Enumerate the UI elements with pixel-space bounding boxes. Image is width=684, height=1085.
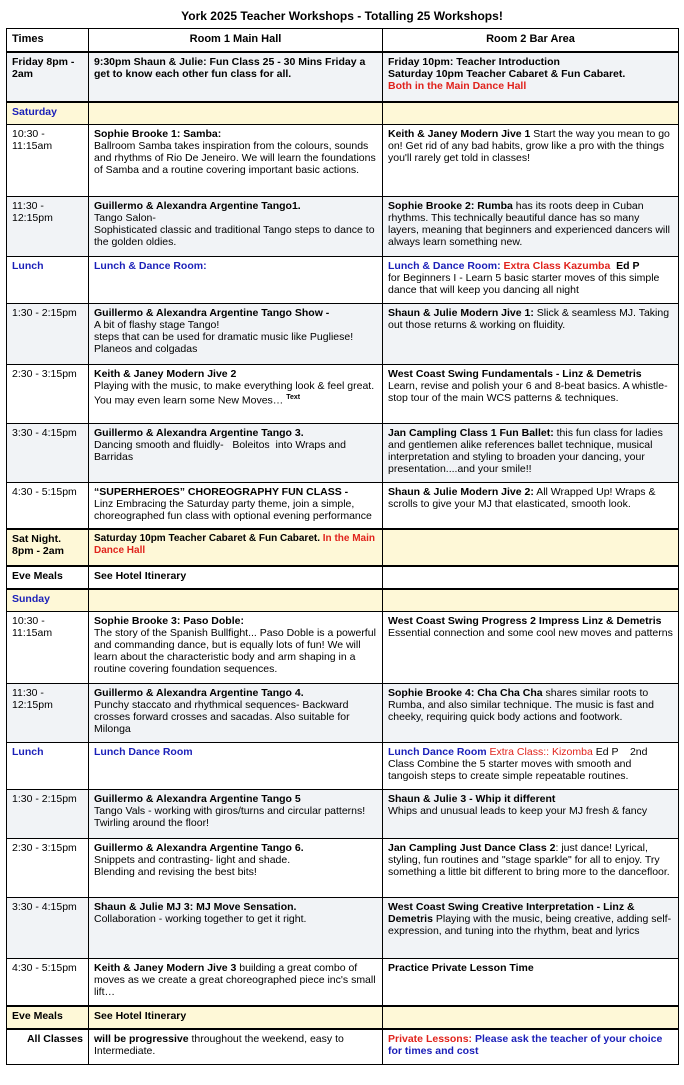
session-row — [7, 304, 679, 365]
session-title: Keith & Janey Modern Jive 2 — [94, 368, 237, 380]
location-label: In the Main Dance Hall — [94, 532, 375, 556]
session-title: Jan Campling Class 1 Fun Ballet: — [388, 427, 554, 439]
teacher-label: Ed P — [610, 260, 640, 272]
header-room2: Room 2 Bar Area — [383, 29, 679, 52]
progressive-label: will be progressive — [94, 1032, 189, 1045]
session-desc: Start the way you mean to go on! Get rid of any bad habits, grow like a pro with the things you'll rarely get told in classes! — [388, 128, 670, 164]
session-row — [7, 898, 679, 959]
room1-cell — [89, 684, 383, 743]
session-desc: Playing with the music, being creative, adding self-expression, and tuning into the rhythm, beat and lyrics — [388, 913, 672, 937]
empty-cell — [383, 589, 679, 612]
session-row — [7, 197, 679, 257]
room1-cell — [89, 839, 383, 898]
room2-cell — [383, 684, 679, 743]
empty-cell — [89, 102, 383, 125]
session-desc: Punchy staccato and rhythmical sequences- Backward crosses forward crosses and sacadas. Also suitable for Milonga — [94, 699, 350, 735]
session-title: Jan Campling Just Dance Class 2 — [388, 842, 556, 854]
session-desc: shares similar roots to Rumba, and also similar technique. The music is fast and cheeky, requiring quick body actions and footwork. — [388, 687, 654, 723]
session-desc: Ballroom Samba takes inspiration from the colours, sounds and rhythms of Rio De Jeneiro. We will learn the foundations of Samba and a routine covering important basic actions. — [94, 140, 376, 176]
extra-class-label: Extra Class Kazumba — [500, 260, 611, 272]
time-cell: 1:30 - 2:15pm — [7, 304, 89, 365]
cabaret-label: Saturday 10pm Teacher Cabaret & Fun Cabaret. — [94, 532, 320, 544]
text-mark: Text — [286, 394, 301, 401]
room2-cell — [383, 483, 679, 529]
time-cell: 10:30 - 11:15am — [7, 125, 89, 197]
time-cell: All Classes — [7, 1029, 89, 1065]
room2-cell — [383, 424, 679, 483]
time-cell: 2:30 - 3:15pm — [7, 839, 89, 898]
room1-cell: See Hotel Itinerary — [89, 1006, 383, 1029]
session-title: Practice Private Lesson Time — [388, 962, 534, 974]
room1-cell — [89, 424, 383, 483]
session-title: Keith & Janey Modern Jive 1 — [388, 128, 531, 140]
time-cell: 4:30 - 5:15pm — [7, 959, 89, 1006]
room2-cell — [383, 125, 679, 197]
header-times: Times — [7, 29, 89, 52]
lunch-label: Lunch & Dance Room: — [388, 260, 501, 272]
time-cell: 1:30 - 2:15pm — [7, 790, 89, 839]
session-title: Guillermo & Alexandra Argentine Tango1. — [94, 200, 301, 212]
empty-cell — [89, 589, 383, 612]
time-cell: 11:30 - 12:15pm — [7, 197, 89, 257]
room1-cell — [89, 529, 383, 566]
private-lessons-label: Private Lessons: — [388, 1032, 473, 1045]
session-row — [7, 839, 679, 898]
lunch-row — [7, 257, 679, 304]
private-lessons-desc: Please ask the teacher of your choice for times and cost — [388, 1032, 663, 1057]
extra-class-label: Extra Class:: Kizomba — [486, 746, 593, 758]
session-title: West Coast Swing Fundamentals - Linz & Demetris — [388, 368, 642, 380]
session-title: Shaun & Julie Modern Jive 1: — [388, 307, 534, 319]
room2-line: Saturday 10pm Teacher Cabaret & Fun Cabaret. — [388, 67, 626, 80]
room1-cell — [89, 197, 383, 257]
room2-cell — [383, 959, 679, 1006]
room1-cell: Lunch & Dance Room: — [89, 257, 383, 304]
lunch-row — [7, 743, 679, 790]
time-cell: 2:30 - 3:15pm — [7, 365, 89, 424]
session-desc: Dancing smooth and fluidly- Boleitos into Wraps and Barridas — [94, 439, 349, 463]
session-row — [7, 424, 679, 483]
session-title: Keith & Janey Modern Jive 3 — [94, 962, 237, 974]
time-cell: 4:30 - 5:15pm — [7, 483, 89, 529]
room2-cell — [383, 1029, 679, 1065]
time-cell: 11:30 - 12:15pm — [7, 684, 89, 743]
empty-cell — [383, 566, 679, 589]
session-desc: building a great combo of moves as we create a great choreographed piece inc's small lift… — [94, 962, 376, 998]
room1-cell — [89, 612, 383, 684]
session-desc: for Beginners I - Learn 5 basic starter moves of this simple dance that will keep you dancing all night — [388, 272, 660, 296]
room1-cell: 9:30pm Shaun & Julie: Fun Class 25 - 30 Mins Friday a get to know each other fun class for all. — [89, 52, 383, 102]
day-label: Saturday — [7, 102, 89, 125]
session-desc: Collaboration - working together to get it right. — [94, 913, 307, 925]
room1-cell — [89, 959, 383, 1006]
friday-row — [7, 52, 679, 102]
eve-meals-row — [7, 1006, 679, 1029]
session-desc: Whips and unusual leads to keep your MJ fresh & fancy — [388, 805, 648, 817]
room1-cell: Lunch Dance Room — [89, 743, 383, 790]
empty-cell — [383, 1006, 679, 1029]
session-title: West Coast Swing Progress 2 Impress Linz & Demetris — [388, 615, 662, 627]
session-title: Sophie Brooke 4: Cha Cha Cha — [388, 687, 543, 699]
session-desc: All Wrapped Up! Wraps & scrolls to give your MJ that elasticated, smooth look. — [388, 486, 656, 510]
time-cell: Eve Meals — [7, 1006, 89, 1029]
session-desc: Learn, revise and polish your 6 and 8-beat basics. A whistle-stop tour of the main WCS patterns & techniques. — [388, 380, 668, 404]
room1-cell — [89, 898, 383, 959]
session-row — [7, 483, 679, 529]
room2-cell — [383, 52, 679, 102]
room2-cell — [383, 898, 679, 959]
room1-cell — [89, 125, 383, 197]
room2-cell — [383, 790, 679, 839]
room2-cell — [383, 304, 679, 365]
session-title: Shaun & Julie 3 - Whip it different — [388, 793, 556, 805]
session-row — [7, 612, 679, 684]
session-row — [7, 790, 679, 839]
workshop-schedule-table — [6, 28, 679, 1065]
lunch-label: Lunch Dance Room — [388, 746, 487, 758]
room2-cell — [383, 365, 679, 424]
session-desc: has its roots deep in Cuban rhythms. This technically beautiful dance has so many layers, meaning that beginners and experienced dancers will always learn something new. — [388, 200, 670, 248]
room1-cell — [89, 790, 383, 839]
room2-cell — [383, 743, 679, 790]
session-title: Sophie Brooke 2: Rumba — [388, 200, 513, 212]
session-desc: Tango Salon- Sophisticated classic and traditional Tango steps to dance to the golden oldies. — [94, 212, 375, 248]
time-cell: Lunch — [7, 257, 89, 304]
room2-cell — [383, 612, 679, 684]
room1-cell — [89, 1029, 383, 1065]
session-desc: Playing with the music, to make everything look & feel great. You may even learn some New Moves… — [94, 380, 375, 407]
session-desc: A bit of flashy stage Tango! steps that can be used for dramatic music like Pugliese! Planeos and colgadas — [94, 319, 354, 355]
session-desc: Essential connection and some cool new moves and patterns — [388, 627, 673, 639]
header-row — [7, 29, 679, 52]
session-title: “SUPERHEROES” CHOREOGRAPHY FUN CLASS - — [94, 486, 349, 498]
session-desc: this fun class for ladies and gentlemen alike references ballet technique, musical interpretation and styling to broaden your dancing, your presentation....and your smile!! — [388, 427, 663, 475]
room1-cell — [89, 304, 383, 365]
session-desc: Tango Vals - working with giros/turns and circular patterns! Twirling around the floor! — [94, 805, 366, 829]
time-cell: Friday 8pm - 2am — [7, 52, 89, 102]
session-title: Guillermo & Alexandra Argentine Tango 4. — [94, 687, 304, 699]
room2-line: Friday 10pm: Teacher Introduction — [388, 55, 560, 68]
session-title: Guillermo & Alexandra Argentine Tango 6. — [94, 842, 304, 854]
session-row — [7, 365, 679, 424]
teacher-label: Ed P 2nd — [592, 746, 648, 758]
time-cell: Lunch — [7, 743, 89, 790]
session-desc: Class Combine the 5 starter moves with smooth and tangoish steps to create simple repeatable routines. — [388, 758, 632, 782]
room2-cell — [383, 257, 679, 304]
room2-cell — [383, 839, 679, 898]
time-cell: 3:30 - 4:15pm — [7, 424, 89, 483]
time-cell: Sat Night. 8pm - 2am — [7, 529, 89, 566]
sat-night-row — [7, 529, 679, 566]
time-cell: Eve Meals — [7, 566, 89, 589]
session-desc: Linz Embracing the Saturday party theme, join a simple, choreographed fun class with optional evening performance — [94, 498, 372, 522]
session-title: Sophie Brooke 3: Paso Doble: — [94, 615, 244, 627]
session-desc: : just dance! Lyrical, styling, fun routines and "stage sparkle" for all to enjoy. Try something a little bit different to bring more to the dancefloor. — [388, 842, 670, 878]
session-row — [7, 959, 679, 1006]
session-row — [7, 125, 679, 197]
room1-cell — [89, 365, 383, 424]
session-desc: Slick & seamless MJ. Taking out those returns & working on fluidity. — [388, 307, 670, 331]
day-row-saturday — [7, 102, 679, 125]
session-title: Guillermo & Alexandra Argentine Tango 3. — [94, 427, 304, 439]
session-title: Guillermo & Alexandra Argentine Tango Show - — [94, 307, 330, 319]
session-desc: The story of the Spanish Bullfight... Paso Doble is a powerful and commanding dance, but is equally lots of fun! We will learn about the characteristic body and arm shaping in a routine covering foundation sequences. — [94, 627, 376, 675]
session-title: Shaun & Julie MJ 3: MJ Move Sensation. — [94, 901, 297, 913]
room2-note: Both in the Main Dance Hall — [388, 79, 527, 92]
session-desc: Snippets and contrasting- light and shade. Blending and revising the best bits! — [94, 854, 291, 878]
page-title: York 2025 Teacher Workshops - Totalling 25 Workshops! — [181, 9, 503, 23]
header-room1: Room 1 Main Hall — [89, 29, 383, 52]
day-row-sunday — [7, 589, 679, 612]
session-row — [7, 684, 679, 743]
progressive-desc: throughout the weekend, easy to Intermediate. — [94, 1032, 344, 1057]
time-cell: 10:30 - 11:15am — [7, 612, 89, 684]
time-cell: 3:30 - 4:15pm — [7, 898, 89, 959]
room1-cell: See Hotel Itinerary — [89, 566, 383, 589]
eve-meals-row — [7, 566, 679, 589]
empty-cell — [383, 102, 679, 125]
session-title: West Coast Swing Creative Interpretation - Linz & Demetris — [388, 901, 635, 925]
room2-cell — [383, 197, 679, 257]
day-label: Sunday — [7, 589, 89, 612]
session-title: Shaun & Julie Modern Jive 2: — [388, 486, 534, 498]
session-title: Sophie Brooke 1: Samba: — [94, 128, 222, 140]
all-classes-row — [7, 1029, 679, 1065]
room1-cell — [89, 483, 383, 529]
session-title: Guillermo & Alexandra Argentine Tango 5 — [94, 793, 301, 805]
empty-cell — [383, 529, 679, 566]
